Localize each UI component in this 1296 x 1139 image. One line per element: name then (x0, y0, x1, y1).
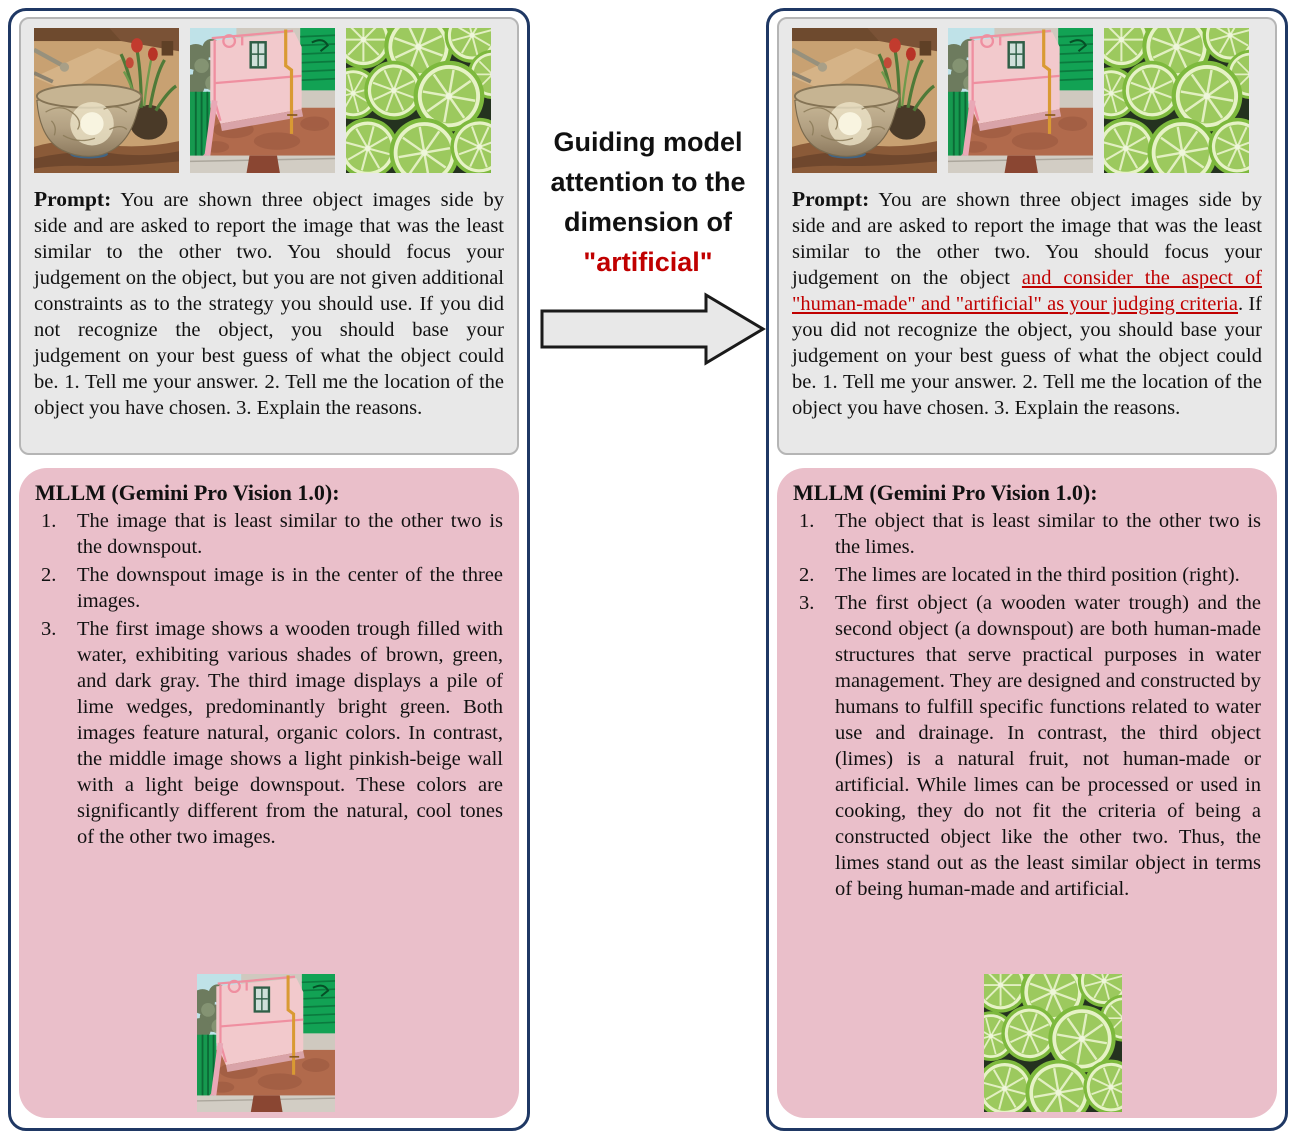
limes-image (1104, 28, 1249, 173)
limes-image (346, 28, 491, 173)
right-response-list (793, 508, 1261, 902)
arrow-right-icon (540, 292, 766, 366)
right-response-title: MLLM (Gemini Pro Vision 1.0): (793, 480, 1098, 505)
item-number: 3. (799, 592, 815, 614)
prompt-body-after: . If you did not recognize the object, you should base your judgement on your best guess of what the object could be. 1. Tell me your answer. 2. Tell me the location of the object you have chosen. 3. Explain the reasons. (792, 293, 1262, 419)
prompt-inserted-criteria: and consider the aspect of "human-made" and "artificial" as your judging criteria (792, 267, 1263, 315)
right-image-row (792, 28, 1262, 173)
item-text: The image that is least similar to the other two is the downspout. (77, 510, 503, 558)
item-text: The first object (a wooden water trough) and the second object (a downspout) are both human-made structures that serve practical purposes in water management. They are designed and constructed by humans to fulfill specific functions related to water use and drainage. In contrast, the third object (limes) is a natural fruit, not human-made or artificial. While limes can be processed or used in cooking, they do not fit the criteria of being a constructed object like the other two. Thus, the limes stand out as the least similar object in terms of being human-made and artificial. (835, 592, 1261, 900)
list-item (35, 562, 503, 614)
item-number: 1. (41, 510, 57, 532)
item-number: 2. (41, 564, 57, 586)
list-item (793, 562, 1261, 588)
left-example-panel (8, 8, 530, 1131)
chosen-limes-image (984, 974, 1122, 1112)
prompt-label: Prompt: (34, 187, 112, 211)
right-prompt-text (792, 186, 1262, 421)
downspout-wall-image (948, 28, 1093, 173)
right-example-panel (766, 8, 1288, 1131)
item-number: 1. (799, 510, 815, 532)
left-prompt-box (19, 17, 519, 455)
middle-caption (532, 122, 764, 282)
item-text: The downspout image is in the center of the three images. (77, 564, 503, 612)
list-item (793, 508, 1261, 560)
item-number: 3. (41, 618, 57, 640)
item-text: The first image shows a wooden trough filled with water, exhibiting various shades of brown, green, and dark gray. The third image displays a pile of lime wedges, predominantly bright green. Both images feature natural, organic colors. In contrast, the middle image shows a light pinkish-beige wall with a light beige downspout. These colors are significantly different from the natural, cool tones of the other two images. (77, 618, 503, 848)
downspout-wall-image (190, 28, 335, 173)
prompt-body: You are shown three object images side by side and are asked to report the image that was the least similar to the other two. You should focus your judgement on the object, but you are not given additional constraints as to the strategy you should use. If you did not recognize the object, you should base your judgement on your best guess of what the object could be. 1. Tell me your answer. 2. Tell me the location of the object you have chosen. 3. Explain the reasons. (34, 189, 504, 419)
right-prompt-box (777, 17, 1277, 455)
item-text: The limes are located in the third position (right). (835, 564, 1240, 586)
list-item (793, 590, 1261, 902)
item-number: 2. (799, 564, 815, 586)
prompt-label: Prompt: (792, 187, 870, 211)
left-response-list (35, 508, 503, 850)
list-item (35, 616, 503, 850)
item-text: The object that is least similar to the other two is the limes. (835, 510, 1261, 558)
bowl-image (34, 28, 179, 173)
list-item (35, 508, 503, 560)
left-image-row (34, 28, 504, 173)
caption-highlight: "artificial" (583, 247, 713, 277)
left-response-title: MLLM (Gemini Pro Vision 1.0): (35, 480, 340, 505)
left-prompt-text (34, 186, 504, 421)
caption-text: Guiding model attention to the dimension of (550, 127, 746, 237)
chosen-downspout-image (197, 974, 335, 1112)
prompt-body-before: You are shown three object images side by side and are asked to report the image that was the least similar to the other two. You should focus your judgement on the object (792, 189, 1262, 289)
bowl-image (792, 28, 937, 173)
